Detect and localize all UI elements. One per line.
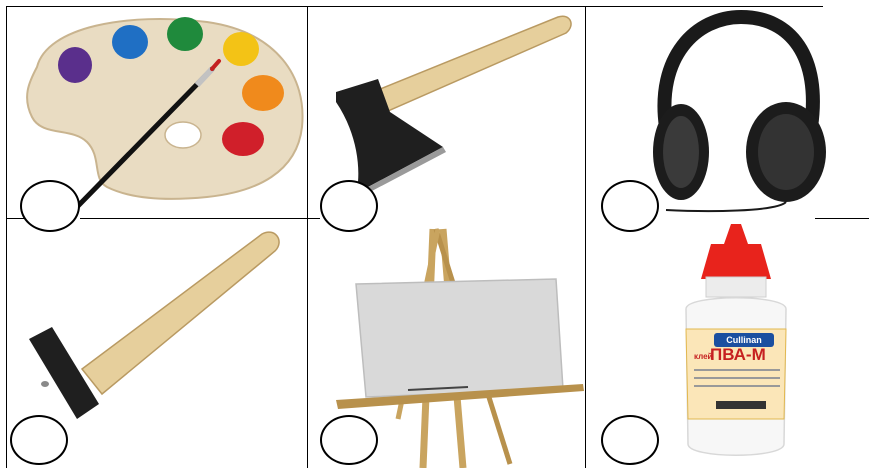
glue-prefix-label: клей: [694, 352, 713, 361]
answer-circle-glue-bottle[interactable]: [601, 415, 659, 465]
glue-brand-label: Cullinan: [726, 335, 762, 345]
glue-name-label: ПВА-М: [710, 345, 766, 364]
answer-circle-easel[interactable]: [320, 415, 378, 465]
answer-circle-hammer[interactable]: [10, 415, 68, 465]
